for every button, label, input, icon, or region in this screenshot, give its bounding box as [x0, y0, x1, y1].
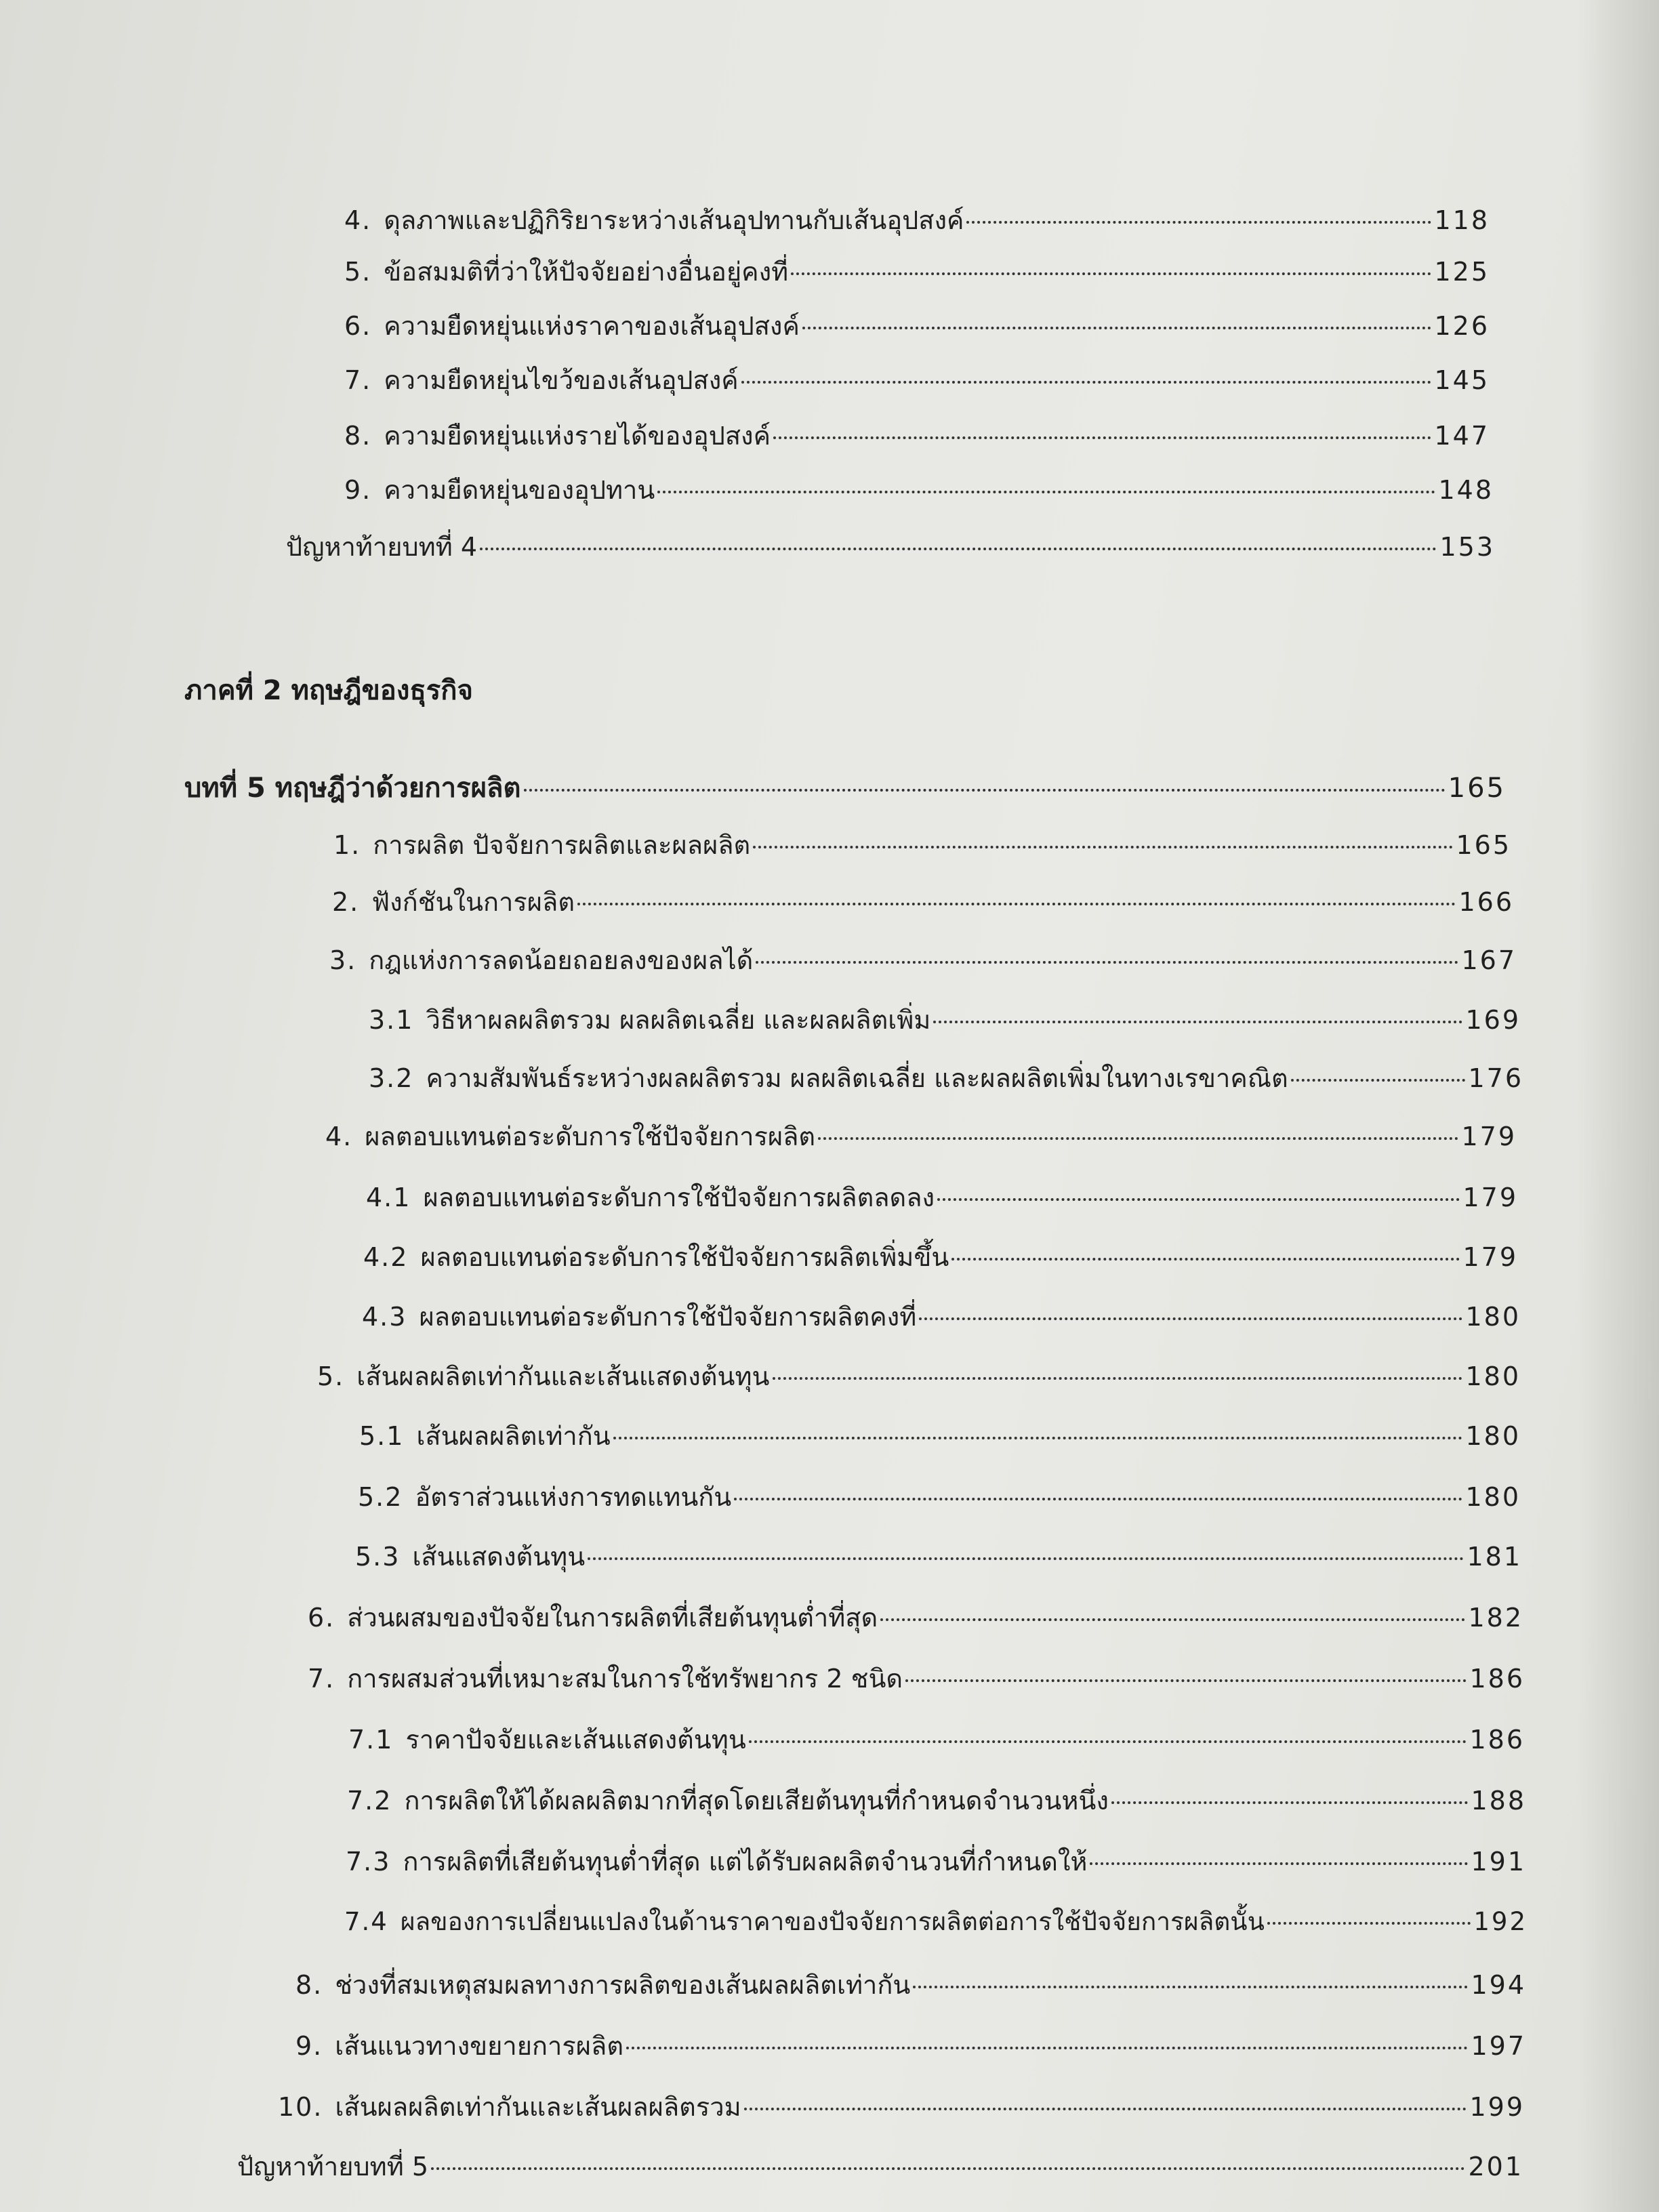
entry-number: 7. [308, 1664, 335, 1694]
entry-page: 182 [1468, 1603, 1523, 1633]
dot-leader [1111, 1801, 1469, 1804]
toc-entry [355, 1536, 1522, 1577]
entry-title: วิธีหาผลผลิตรวม ผลผลิตเฉลี่ย และผลผลิตเพิ่ม [426, 1005, 931, 1035]
entry-page: 186 [1469, 1664, 1525, 1694]
chapter-heading [184, 766, 1506, 809]
dot-leader [613, 1437, 1463, 1439]
entry-title: ข้อสมมติที่ว่าให้ปัจจัยอย่างอื่นอยู่คงที่ [384, 257, 789, 287]
entry-page: 199 [1469, 2092, 1525, 2122]
entry-page: 186 [1469, 1725, 1525, 1755]
entry-number: 7.3 [346, 1847, 391, 1877]
entry-title: การผลิต ปัจจัยการผลิตและผลผลิต [373, 830, 751, 860]
dot-leader [951, 1258, 1460, 1261]
entry-title: ความยืดหยุ่นแห่งรายได้ของอุปสงค์ [384, 421, 771, 451]
toc-entry [295, 1964, 1526, 2005]
entry-title: ความยืดหยุ่นไขว้ของเส้นอุปสงค์ [384, 365, 739, 395]
dot-leader [880, 1618, 1465, 1621]
entry-title: ปัญหาท้ายบทที่ 4 [286, 532, 478, 562]
dot-leader [919, 1317, 1462, 1320]
dot-leader [626, 2047, 1468, 2049]
dot-leader [937, 1198, 1460, 1201]
dot-leader [756, 961, 1458, 964]
entry-number: 3. [329, 945, 357, 975]
entry-title: ผลตอบแทนต่อระดับการใช้ปัจจัยการผลิตลดลง [423, 1183, 935, 1212]
toc-entry [359, 1415, 1521, 1456]
entry-number: 8. [295, 1970, 323, 2000]
entry-title: ช่วงที่สมเหตุสมผลทางการผลิตของเส้นผลผลิตเท่ากัน [335, 1970, 911, 2000]
entry-number: 6. [308, 1603, 335, 1633]
dot-leader [933, 1021, 1462, 1023]
entry-number: 5.2 [358, 1482, 403, 1512]
toc-entry [325, 1115, 1517, 1157]
toc-entry [317, 1355, 1521, 1397]
toc-entry [308, 1658, 1525, 1699]
entry-number: 4. [325, 1122, 353, 1151]
entry-page: 179 [1461, 1122, 1517, 1151]
dot-leader [905, 1679, 1467, 1682]
entry-page: 165 [1456, 830, 1511, 860]
entry-title: กฎแห่งการลดน้อยถอยลงของผลได้ [369, 945, 754, 975]
entry-number: 3.1 [369, 1005, 414, 1035]
entry-page: 126 [1434, 311, 1490, 341]
entry-title: ผลตอบแทนต่อระดับการใช้ปัจจัยการผลิตคงที่ [419, 1302, 917, 1332]
entry-title: การผลิตให้ได้ผลผลิตมากที่สุดโดยเสียต้นทุนที่กำหนดจำนวนหนึ่ง [404, 1786, 1109, 1816]
entry-title: ความยืดหยุ่นแห่งราคาของเส้นอุปสงค์ [384, 311, 800, 341]
toc-entry [344, 359, 1490, 401]
dot-leader [913, 1986, 1468, 1988]
entry-page: 188 [1471, 1786, 1526, 1816]
entry-title: เส้นผลผลิตเท่ากัน [416, 1421, 611, 1451]
entry-title: ความยืดหยุ่นของอุปทาน [384, 475, 655, 505]
entry-page: 153 [1439, 532, 1495, 562]
entry-title: อัตราส่วนแห่งการทดแทนกัน [415, 1482, 732, 1512]
entry-page: 176 [1468, 1063, 1523, 1093]
toc-entry [237, 2146, 1523, 2187]
dot-leader [480, 548, 1437, 550]
entry-title: การผลิตที่เสียต้นทุนต่ำที่สุด แต่ได้รับผลผลิตจำนวนที่กำหนดให้ [403, 1847, 1088, 1877]
dot-leader [1267, 1922, 1471, 1925]
entry-title: การผสมส่วนที่เหมาะสมในการใช้ทรัพยากร 2 ชนิด [347, 1664, 903, 1694]
dot-leader [791, 272, 1431, 275]
dot-leader [577, 903, 1456, 905]
toc-entry [362, 1296, 1521, 1337]
toc-entry [308, 1597, 1523, 1638]
entry-title: เส้นผลผลิตเท่ากันและเส้นแสดงต้นทุน [356, 1361, 770, 1391]
entry-page: 179 [1462, 1242, 1518, 1272]
entry-number: 7.4 [344, 1907, 388, 1936]
entry-page: 194 [1471, 1970, 1526, 2000]
dot-leader [741, 381, 1432, 384]
entry-number: 3.2 [369, 1063, 414, 1093]
toc-entry [344, 1902, 1528, 1942]
page-edge-shadow [1578, 0, 1659, 2212]
entry-title: ผลตอบแทนต่อระดับการใช้ปัจจัยการผลิตเพิ่มขึ้น [420, 1242, 949, 1272]
dot-leader [1291, 1079, 1466, 1082]
entry-number: 8. [344, 421, 372, 451]
entry-number: 7. [344, 365, 372, 395]
dot-leader [588, 1557, 1464, 1560]
toc-entry [344, 305, 1490, 346]
dot-leader [657, 491, 1435, 493]
entry-page: 145 [1434, 365, 1490, 395]
toc-entry [363, 1236, 1518, 1277]
dot-leader [431, 2167, 1465, 2170]
toc-entry [344, 415, 1490, 456]
dot-leader [966, 221, 1431, 224]
entry-title: ผลตอบแทนต่อระดับการใช้ปัจจัยการผลิต [365, 1122, 816, 1151]
part-heading: ภาคที่ 2 ทฤษฎีของธุรกิจ [184, 675, 473, 706]
entry-title: ความสัมพันธ์ระหว่างผลผลิตรวม ผลผลิตเฉลี่ย และผลผลิตเพิ่มในทางเรขาคณิต [426, 1063, 1288, 1093]
toc-entry [329, 939, 1517, 981]
dot-leader [773, 1377, 1463, 1380]
entry-page: 180 [1465, 1302, 1521, 1332]
toc-entry [348, 1719, 1525, 1760]
entry-number: 9. [295, 2031, 323, 2061]
entry-number: 5.3 [355, 1542, 401, 1572]
entry-page: 181 [1467, 1542, 1522, 1572]
toc-entry [347, 1780, 1526, 1821]
toc-entry [366, 1176, 1518, 1218]
entry-number: 5.1 [359, 1421, 405, 1451]
toc-entry [286, 526, 1495, 567]
entry-title: ราคาปัจจัยและเส้นแสดงต้นทุน [405, 1725, 746, 1755]
toc-entry [333, 824, 1511, 865]
dot-leader [802, 327, 1432, 329]
entry-title: ดุลภาพและปฏิกิริยาระหว่างเส้นอุปทานกับเส้นอุปสงค์ [384, 205, 964, 235]
toc-entry [358, 1476, 1521, 1517]
entry-page: 197 [1471, 2031, 1526, 2061]
dot-leader [818, 1137, 1458, 1140]
dot-leader [773, 436, 1431, 439]
entry-title: ผลของการเปลี่ยนแปลงในด้านราคาของปัจจัยการผลิตต่อการใช้ปัจจัยการผลิตนั้น [400, 1907, 1265, 1936]
entry-number: 9. [344, 475, 372, 505]
entry-page: 147 [1434, 421, 1490, 451]
entry-page: 125 [1434, 257, 1490, 287]
entry-title: เส้นแนวทางขยายการผลิต [335, 2031, 624, 2061]
entry-page: 179 [1462, 1183, 1518, 1212]
dot-leader [524, 789, 1446, 792]
toc-entry [346, 1841, 1526, 1882]
entry-page: 118 [1434, 205, 1490, 235]
entry-number: 2. [332, 887, 360, 917]
entry-number: 5. [344, 257, 372, 287]
entry-page: 167 [1461, 945, 1517, 975]
toc-entry [344, 199, 1490, 241]
entry-title: เส้นผลผลิตเท่ากันและเส้นผลผลิตรวม [335, 2092, 741, 2122]
dot-leader [749, 1740, 1467, 1743]
dot-leader [734, 1498, 1462, 1500]
entry-title: ปัญหาท้ายบทที่ 5 [237, 2152, 429, 2182]
entry-page: 166 [1458, 887, 1514, 917]
entry-number: 6. [344, 311, 372, 341]
entry-title: ฟังก์ชันในการผลิต [371, 887, 575, 917]
toc-entry [278, 2086, 1525, 2127]
entry-number: 4.1 [366, 1183, 411, 1212]
toc-entry [295, 2025, 1526, 2066]
toc-entry [369, 1057, 1523, 1099]
entry-page: 180 [1465, 1482, 1521, 1512]
dot-leader [1090, 1862, 1468, 1865]
entry-page: 180 [1465, 1421, 1521, 1451]
dot-leader [753, 846, 1453, 848]
toc-entry [344, 469, 1494, 510]
entry-number: 4.2 [363, 1242, 409, 1272]
entry-page: 169 [1465, 1005, 1521, 1035]
toc-entry [332, 881, 1514, 922]
entry-number: 1. [333, 830, 361, 860]
entry-title: เส้นแสดงต้นทุน [412, 1542, 586, 1572]
dot-leader [744, 2108, 1467, 2110]
entry-page: 191 [1471, 1847, 1526, 1877]
entry-title: ส่วนผสมของปัจจัยในการผลิตที่เสียต้นทุนต่ำที่สุด [347, 1603, 878, 1633]
chapter-title: บทที่ 5 ทฤษฎีว่าด้วยการผลิต [184, 773, 521, 804]
entry-page: 201 [1468, 2152, 1523, 2182]
toc-entry [344, 251, 1490, 292]
chapter-page: 165 [1448, 773, 1506, 804]
entry-page: 180 [1465, 1361, 1521, 1391]
entry-number: 5. [317, 1361, 345, 1391]
entry-number: 4. [344, 205, 372, 235]
entry-number: 10. [278, 2092, 323, 2122]
entry-page: 148 [1438, 475, 1494, 505]
entry-number: 7.2 [347, 1786, 392, 1816]
entry-number: 4.3 [362, 1302, 407, 1332]
toc-entry [369, 999, 1521, 1040]
entry-number: 7.1 [348, 1725, 394, 1755]
entry-page: 192 [1473, 1907, 1528, 1936]
